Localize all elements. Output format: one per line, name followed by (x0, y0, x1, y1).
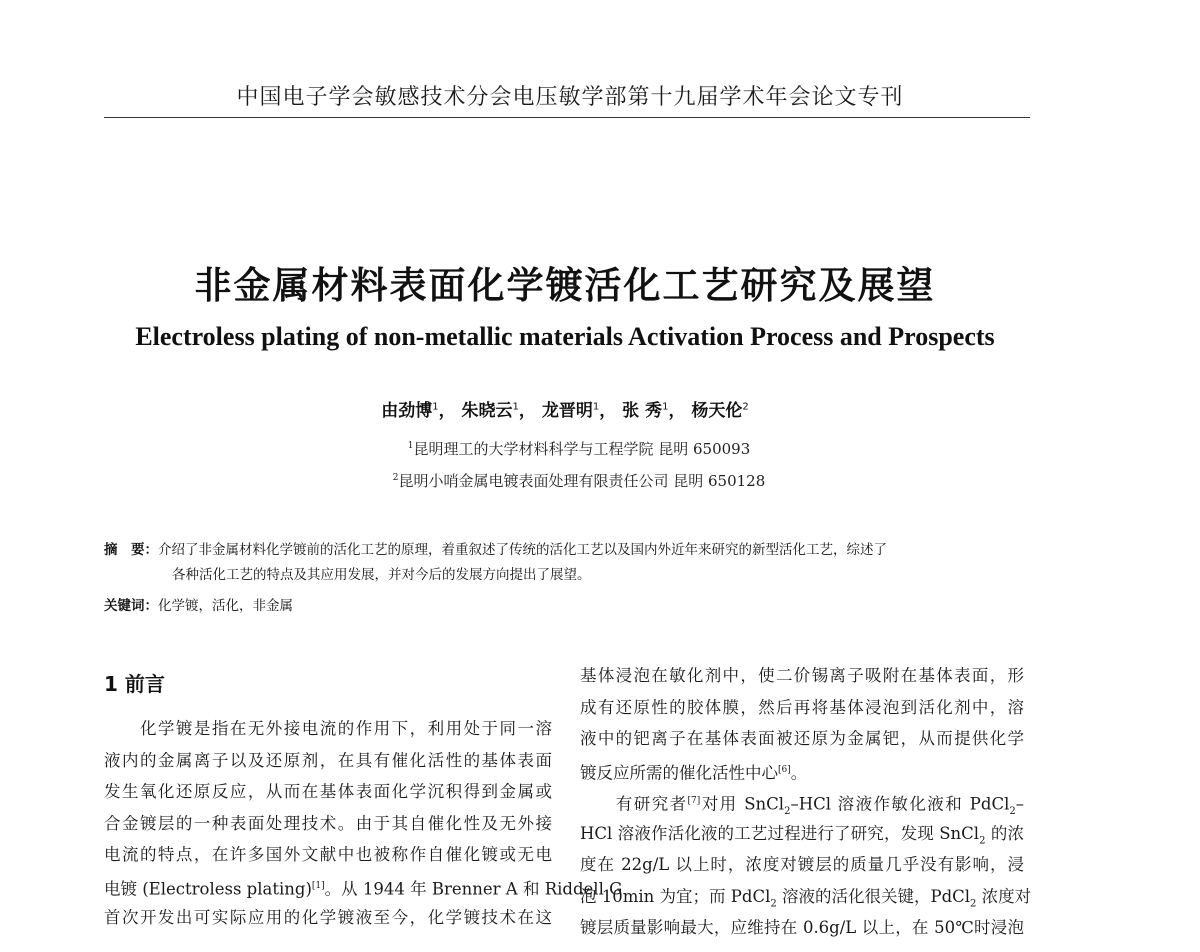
author-separator: ， (438, 401, 456, 421)
citation-ref[interactable]: [7] (687, 796, 701, 806)
body-line: 液中的钯离子在基体表面被还原为金属钯，从而提供化学 (580, 729, 1024, 748)
paper-title-zh: 非金属材料表面化学镀活化工艺研究及展望 (194, 264, 936, 307)
author-aff-mark: 1 (662, 401, 669, 413)
author-name: 朱晓云 (461, 401, 513, 421)
author-list (0, 396, 1130, 421)
abstract-text-line2: 各种活化工艺的特点及其应用发展，并对今后的发展方向提出了展望。 (172, 567, 591, 583)
body-line: 发生氧化还原反应，从而在基体表面化学沉积得到金属或 (104, 782, 552, 801)
body-line: 首次开发出可实际应用的化学镀液至今，化学镀技术在这 (104, 908, 552, 927)
header-rule (104, 117, 1030, 118)
journal-header: 中国电子学会敏感技术分会电压敏学部第十九届学术年会论文专刊 (236, 85, 904, 110)
affiliation-text: 昆明小哨金属电镀表面处理有限责任公司 昆明 650128 (398, 472, 766, 490)
body-column-right (580, 660, 1032, 944)
body-line: 液内的金属离子以及还原剂，在具有催化活性的基体表面 (104, 750, 552, 770)
keywords-text: 化学镀，活化，非金属 (158, 598, 293, 614)
author-name: 张 秀 (622, 401, 663, 421)
body-line: 化学镀是指在无外接电流的作用下，利用处于同一溶 (104, 719, 552, 738)
body-line: 镀反应所需的催化活性中心[6]。 (580, 763, 808, 782)
affiliation-1 (0, 438, 1158, 459)
author-aff-mark: 2 (742, 401, 749, 413)
author-name: 杨天伦 (691, 401, 743, 421)
body-line: HCl 溶液作活化液的工艺过程进行了研究，发现 SnCl$_2$ 的浓 (580, 823, 1024, 846)
body-column-left (104, 713, 623, 934)
affiliation-text: 昆明理工的大学材料科学与工程学院 昆明 650093 (413, 440, 751, 458)
author-separator: ， (668, 401, 686, 421)
keywords-label: 关键词： (104, 598, 158, 614)
body-line: 有研究者[7]对用 SnCl$_2$–HCl 溶液作敏化液和 PdCl$_2$– (580, 794, 1024, 817)
body-line: 泡 10min 为宜；而 PdCl$_2$ 溶液的活化很关键，PdCl$_2$ 浓度对 (580, 886, 1032, 909)
author-separator: ， (518, 401, 536, 421)
affiliation-number: 2 (392, 473, 399, 483)
author-aff-mark: 1 (432, 401, 439, 413)
body-line: 电流的特点，在许多国外文献中也被称作自催化镀或无电 (104, 845, 552, 864)
abstract (104, 538, 1034, 588)
abstract-text-line1: 介绍了非金属材料化学镀前的活化工艺的原理，着重叙述了传统的活化工艺以及国内外近年来研究的新型活化工艺，综述了 (158, 542, 887, 558)
abstract-label: 摘 要： (104, 542, 158, 558)
paper-title-en: Electroless plating of non-metallic materials Activation Process and Prospects (135, 322, 995, 351)
body-line: 度在 22g/L 以上时，浓度对镀层的质量几乎没有影响，浸 (580, 855, 1024, 874)
body-line: 成有还原性的胶体膜，然后再将基体浸泡到活化剂中，溶 (580, 697, 1024, 717)
author-name: 由劲博 (381, 401, 433, 421)
body-line: 镀层质量影响最大，应维持在 0.6g/L 以上，在 50℃时浸泡 (580, 918, 1024, 937)
keywords (104, 594, 1034, 614)
author-aff-mark: 1 (512, 401, 519, 413)
author-separator: ， (599, 401, 617, 421)
affiliation-number: 1 (407, 441, 414, 451)
citation-ref[interactable]: [6] (778, 764, 791, 775)
body-line: 合金镀层的一种表面处理技术。由于其自催化性及无外接 (104, 813, 552, 833)
affiliation-2 (0, 470, 1158, 491)
section-heading: 1 前言 (104, 672, 165, 696)
citation-ref[interactable]: [1] (311, 880, 325, 891)
body-line: 电镀 (Electroless plating)[1]。从 1944 年 Brenner A 和 Riddell G (104, 879, 623, 898)
author-name: 龙晋明 (541, 401, 593, 421)
body-line: 基体浸泡在敏化剂中，使二价锡离子吸附在基体表面，形 (580, 666, 1024, 685)
author-aff-mark: 1 (592, 401, 600, 413)
